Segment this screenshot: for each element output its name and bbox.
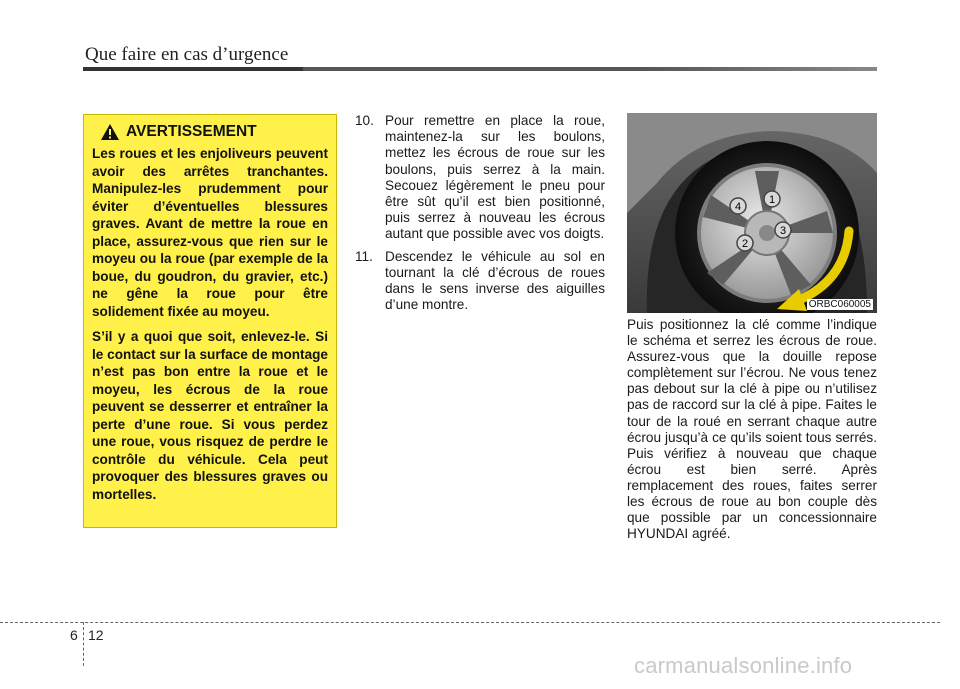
list-item — [355, 249, 605, 314]
warning-paragraph-1: Les roues et les enjoliveurs peuvent avoir des arrêtes tranchantes. Manipulez-les prudemment pour éviter d’éventuelles blessures graves. Avant de mettre la roue en place, assurez-vous que rien sur le moyeu ou la roue (par exemple de la boue, du goudron, du gravier, etc.) ne gêne la roue pour être solidement fixée au moyeu. — [92, 146, 328, 319]
step-text: Descendez le véhicule au sol en tournant la clé d’écrous de roues dans le sens inverse des aiguilles d’une montre. — [385, 248, 605, 313]
footer-rule — [0, 622, 940, 623]
warning-box — [83, 114, 337, 528]
step-number: 11. — [355, 248, 373, 264]
warning-header — [92, 123, 328, 141]
nut-label-4: 4 — [734, 201, 742, 213]
list-item — [355, 113, 605, 243]
header-rule-accent — [83, 67, 303, 71]
page-title: Que faire en cas d’urgence — [85, 44, 289, 65]
section-number: 6 — [70, 627, 78, 643]
nut-label-1: 1 — [768, 194, 776, 206]
nut-label-2: 2 — [741, 238, 749, 250]
wheel-figure — [627, 113, 877, 313]
footer-divider — [83, 622, 84, 666]
nut-label-3: 3 — [779, 225, 787, 237]
step-number: 10. — [355, 113, 374, 128]
figure-code: ORBC060005 — [808, 299, 871, 310]
warning-triangle-icon — [100, 123, 120, 141]
warning-paragraph-2: S’il y a quoi que soit, enlevez-le. Si le contact sur la surface de montage n’est pas bon entre la roue et le moyeu, les écrous de la roue peuvent se desserrer et entraîner la perte d’une roue. Si vous perdez une roue, vous risquez de perdre le contrôle du véhicule. Cela peut provoquer des blessures graves ou mortelles. — [92, 329, 328, 502]
body-text: Puis positionnez la clé comme l’indique le schéma et serrez les écrous de roue. Assurez-vous que la douille repose complètement sur l’écrou. Ne vous tenez pas debout sur la clé à pipe ou n’utilisez pas de raccord sur la clé à pipe. Faites le tour de la roué en serrant chaque autre écrou jusqu’à ce qu’ils soient tous serrés. Puis vérifiez à nouveau que chaque écrou est bien serré. Après remplacement des roues, faites serrer les écrous de roue au bon couple dès que possible par un concessionnaire HYUNDAI agréé. — [627, 317, 877, 542]
step-text: Pour remettre en place la roue, maintenez-la sur les boulons, mettez les écrous de roue sur les boulons, puis serrez à la main. Secouez légèrement le pneu pour être sût qu’il est bien positionné, puis serrez à nouveau les écrous autant que possible avec vos doigts. — [385, 113, 605, 242]
watermark: carmanualsonline.info — [634, 653, 853, 678]
wheel-illustration — [627, 113, 877, 313]
steps-list — [355, 113, 605, 319]
warning-title: AVERTISSEMENT — [126, 123, 257, 140]
page-number: 12 — [88, 627, 104, 643]
